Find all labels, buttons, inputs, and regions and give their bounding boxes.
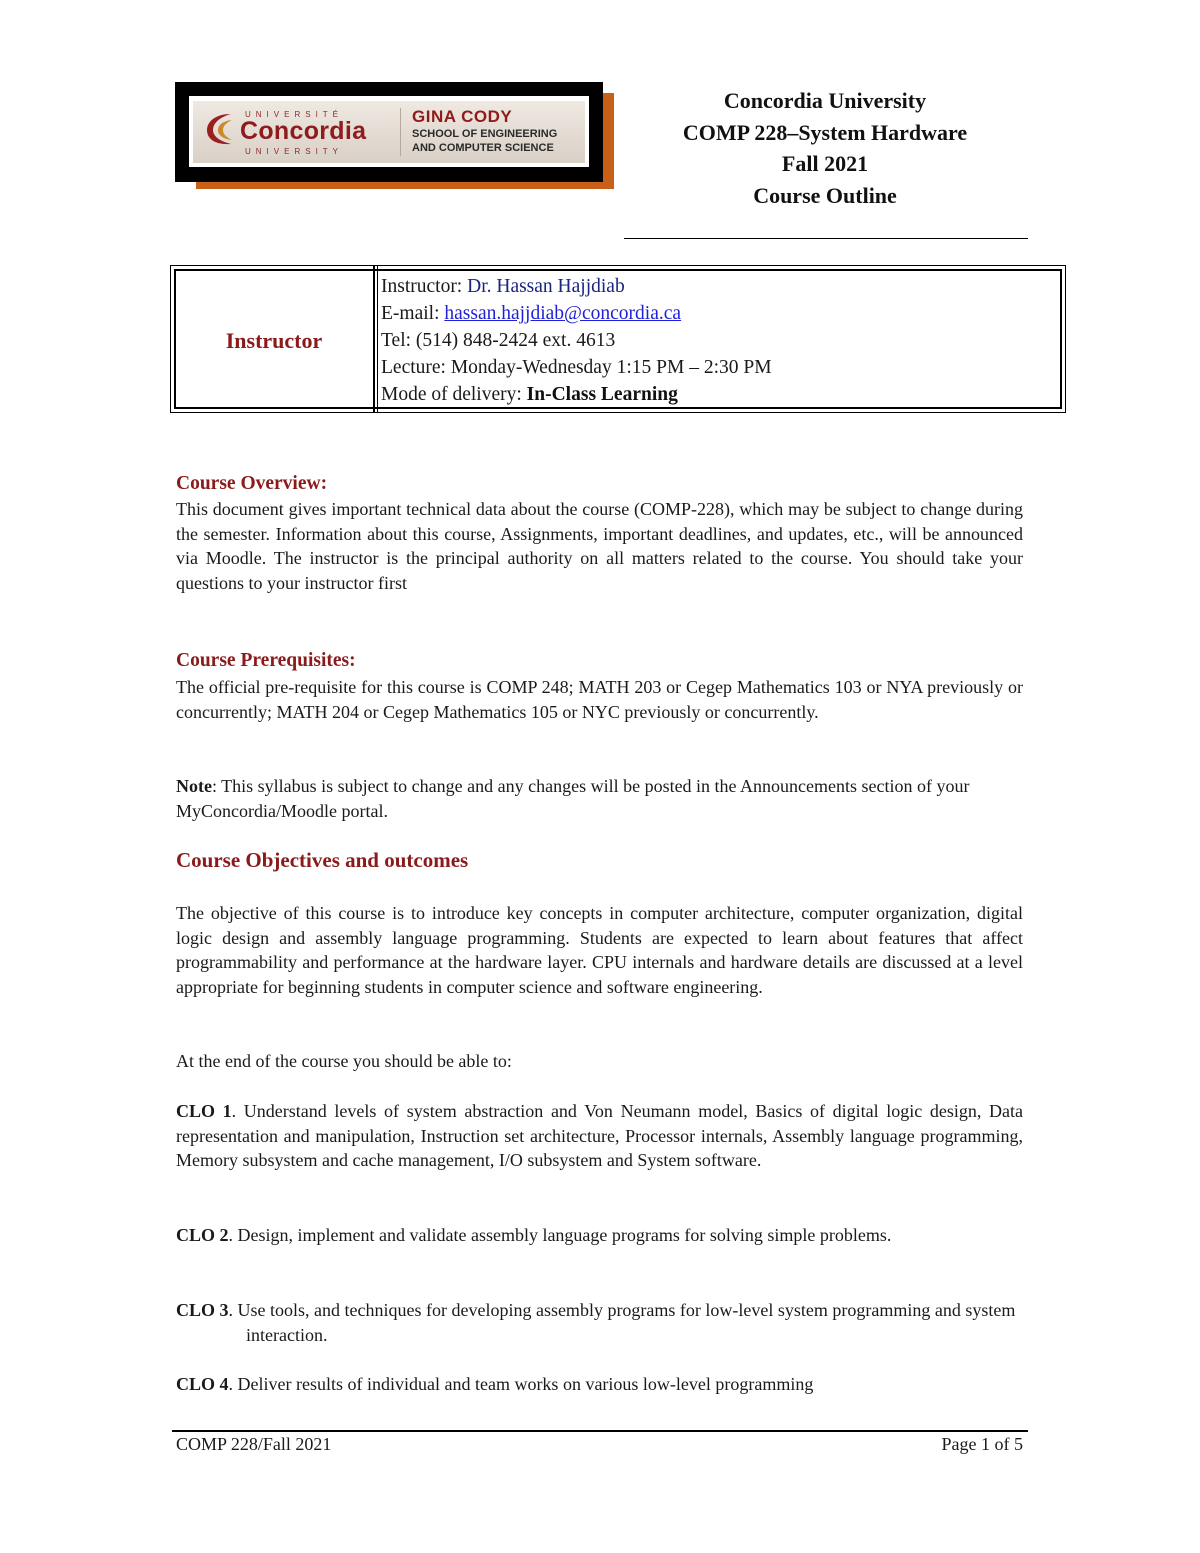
clo-text: . Use tools, and techniques for developing assembly programs for low-level system programming and system interaction. — [228, 1300, 1016, 1345]
header-course: COMP 228–System Hardware — [682, 119, 968, 145]
note-text: : This syllabus is subject to change and any changes will be posted in the Announcements section of your MyConcordia/Moodle portal. — [176, 776, 970, 821]
email-line — [381, 300, 772, 327]
header-term: Fall 2021 — [781, 151, 869, 176]
header-university: Concordia University — [723, 88, 927, 113]
objectives-intro: The objective of this course is to introduce key concepts in computer architecture, computer organization, digital logic design and assembly language programming. Students are expected to learn about features that affect programmability and performance at the hardware layer. CPU internals and hardware details are discussed at a level appropriate for beginning students in computer science and software engineering. — [176, 903, 1023, 998]
clo-item — [176, 1223, 1023, 1248]
clo-label: CLO 3 — [176, 1300, 229, 1320]
instructor-details — [381, 273, 772, 408]
prerequisites-text: The official pre-requisite for this course is COMP 248; MATH 203 or Cegep Mathematics 103 or NYA previously or concurrently; MATH 204 or Cegep Mathematics 105 or NYC previously or concurrently. — [176, 677, 1023, 722]
prerequisites-heading: Course Prerequisites: — [176, 650, 356, 671]
instructor-table-label: Instructor — [225, 328, 323, 353]
logo-university-text: UNIVERSITY — [245, 147, 344, 156]
header-title: Course Outline — [753, 182, 897, 208]
clo-label: CLO 1 — [176, 1101, 232, 1121]
mode-label: Mode of delivery: — [381, 384, 522, 405]
tel-line: Tel: (514) 848-2424 ext. 4613 — [381, 330, 616, 351]
mode-line — [381, 381, 772, 408]
note-paragraph — [176, 774, 1006, 823]
objectives-lead: At the end of the course you should be able to: — [176, 1051, 512, 1071]
clo-item — [176, 1372, 1023, 1397]
email-link[interactable]: hassan.hajjdiab@concordia.ca — [444, 303, 682, 324]
footer-rule — [172, 1430, 1028, 1432]
clo-text: . Understand levels of system abstraction and Von Neumann model, Basics of digital logic design, Data representation and manipulation, Instruction set architecture, Processor internals, Assembly language programming, Memory subsystem and cache management, I/O subsystem and System software. — [176, 1101, 1023, 1171]
logo-universite-text: UNIVERSITÉ — [245, 110, 344, 119]
header-rule — [624, 238, 1028, 239]
instructor-line — [381, 273, 772, 300]
logo-school-line2: AND COMPUTER SCIENCE — [412, 142, 554, 154]
clo-text: . Design, implement and validate assembly language programs for solving simple problems. — [228, 1225, 892, 1245]
logo-concordia-text: Concordia — [240, 117, 367, 145]
logo-school-name: GINA CODY — [412, 107, 513, 126]
logo-school-subtitle — [412, 127, 557, 155]
email-label: E-mail: — [381, 303, 440, 324]
clo-item — [176, 1298, 1046, 1347]
logo-divider — [400, 108, 401, 156]
lecture-line: Lecture: Monday-Wednesday 1:15 PM – 2:30 PM — [381, 357, 772, 378]
mode-value: In-Class Learning — [526, 384, 678, 405]
concordia-swoosh-icon — [205, 110, 235, 148]
clo-item — [176, 1099, 1023, 1173]
overview-heading: Course Overview: — [176, 473, 328, 494]
note-label: Note — [176, 776, 212, 796]
instructor-label: Instructor: — [381, 276, 463, 297]
footer-page-number: Page 1 of 5 — [941, 1434, 1023, 1454]
instructor-name: Dr. Hassan Hajjdiab — [467, 276, 625, 297]
document-header — [622, 85, 1028, 211]
objectives-heading: Course Objectives and outcomes — [176, 848, 469, 872]
overview-text: This document gives important technical data about the course (COMP-228), which may be subject to change during the semester. Information about this course, Assignments, important deadlines, and updates, etc., will be announced via Moodle. The instructor is the principal authority on all matters related to the course. You should take your questions to your instructor first — [176, 499, 1023, 594]
footer-course: COMP 228/Fall 2021 — [176, 1434, 332, 1454]
clo-text: . Deliver results of individual and team works on various low-level programming — [228, 1374, 814, 1394]
clo-label: CLO 4 — [176, 1374, 229, 1394]
clo-label: CLO 2 — [176, 1225, 229, 1245]
logo-school-line1: SCHOOL OF ENGINEERING — [412, 128, 558, 140]
instructor-table-divider — [373, 265, 378, 413]
